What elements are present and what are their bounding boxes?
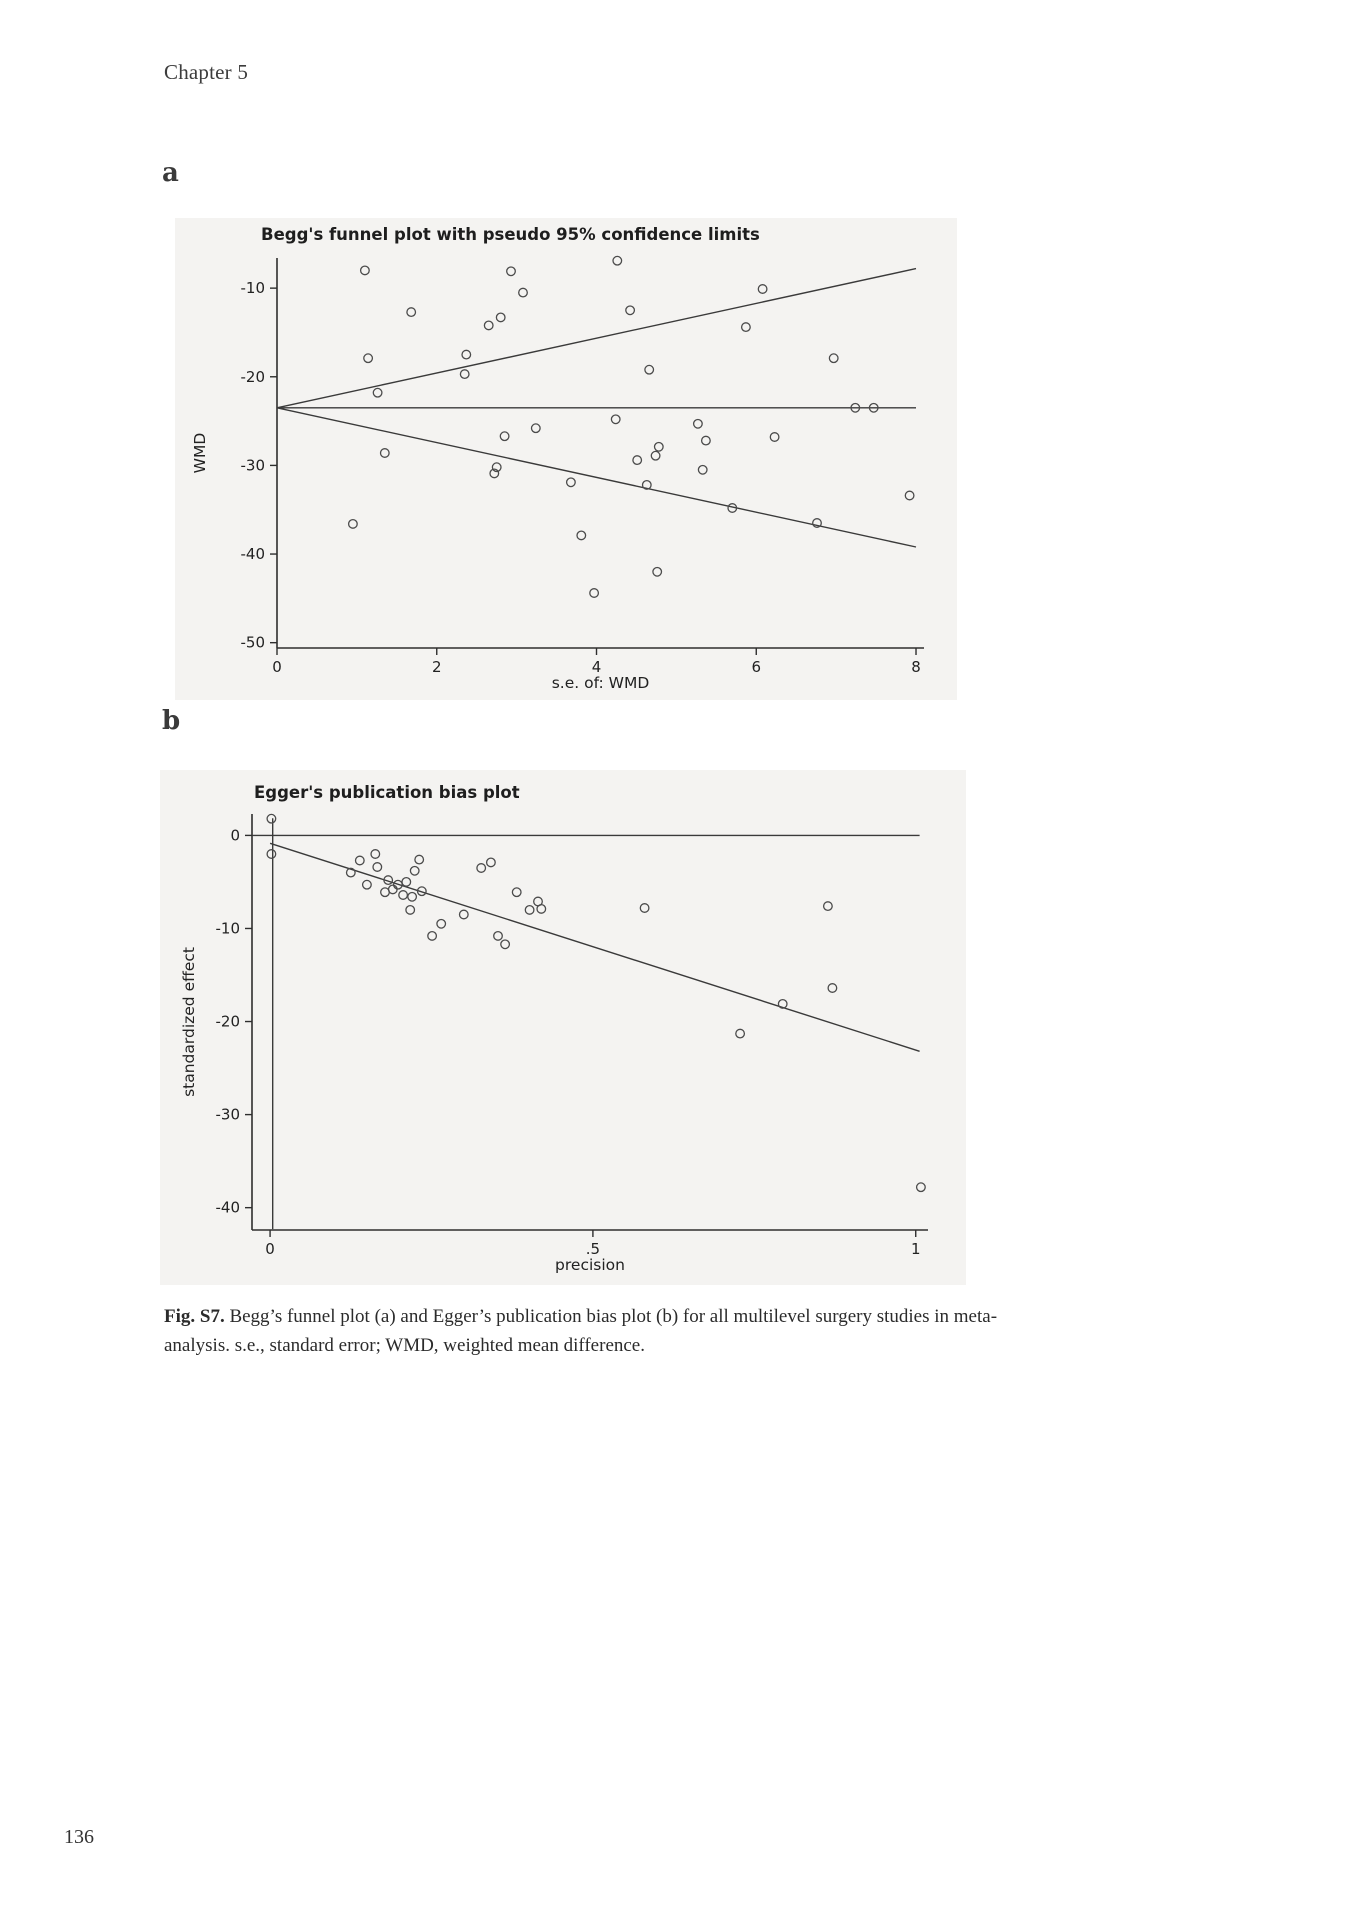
tick-marks — [270, 288, 916, 655]
tick-labels — [216, 826, 921, 1258]
data-point — [633, 456, 642, 465]
tick-labels — [241, 279, 921, 676]
data-point — [428, 932, 437, 941]
caption-text-line1: Begg’s funnel plot (a) and Egger’s publication bias plot (b) for all multilevel surgery studies in meta- — [229, 1306, 998, 1327]
data-point — [613, 256, 622, 265]
data-point — [373, 388, 382, 397]
data-point — [525, 906, 534, 915]
chapter-header: Chapter 5 — [164, 60, 249, 84]
data-point — [537, 905, 546, 914]
x-tick-label: 4 — [591, 658, 602, 676]
chart-title: Begg's funnel plot with pseudo 95% confidence limits — [261, 225, 760, 244]
data-point — [653, 568, 662, 577]
pseudo-95-upper-limit — [277, 269, 916, 408]
begg-funnel-plot — [175, 218, 957, 700]
egger-publication-bias-plot — [160, 770, 966, 1285]
data-point — [460, 910, 469, 919]
figure-panel-label-b: b — [162, 706, 181, 736]
data-point — [415, 855, 424, 864]
data-point — [655, 443, 664, 452]
y-tick-label: -30 — [240, 456, 265, 475]
data-point — [651, 451, 660, 460]
caption-label: Fig. S7. — [164, 1306, 225, 1327]
data-point — [702, 436, 711, 445]
data-point — [484, 321, 493, 330]
data-point — [770, 433, 779, 442]
x-tick-label: 2 — [431, 658, 442, 676]
data-point — [410, 867, 419, 876]
data-point — [694, 420, 703, 429]
x-axis-label: s.e. of: WMD — [551, 674, 650, 692]
data-point — [736, 1029, 745, 1038]
data-point — [828, 984, 837, 993]
tick-marks — [245, 835, 916, 1237]
data-point — [462, 350, 471, 359]
data-point — [824, 902, 833, 911]
data-point — [917, 1183, 926, 1192]
data-point — [577, 531, 586, 540]
reference-lines — [277, 269, 916, 547]
y-tick-label: -20 — [240, 367, 265, 386]
figure-caption — [164, 1302, 1244, 1361]
data-points — [267, 814, 925, 1191]
y-tick-label: -50 — [240, 633, 265, 652]
data-point — [371, 850, 380, 859]
data-point — [758, 285, 767, 294]
y-tick-label: -10 — [215, 919, 240, 938]
data-point — [407, 308, 416, 317]
data-point — [626, 306, 635, 315]
data-point — [381, 449, 390, 458]
data-point — [567, 478, 576, 487]
y-axis-label: WMD — [191, 432, 209, 474]
x-tick-label: 8 — [911, 658, 921, 676]
y-tick-label: -10 — [240, 279, 265, 298]
x-tick-label: 6 — [751, 658, 762, 676]
data-point — [829, 354, 838, 363]
x-tick-label: 0 — [272, 658, 282, 676]
regression-line — [270, 843, 920, 1051]
data-point — [361, 266, 370, 275]
data-point — [349, 520, 358, 529]
data-point — [512, 888, 521, 897]
data-point — [742, 323, 751, 332]
x-tick-label: .5 — [585, 1240, 601, 1258]
data-point — [267, 850, 276, 859]
y-tick-label: 0 — [230, 826, 240, 845]
data-point — [402, 878, 411, 887]
data-point — [437, 920, 446, 929]
y-tick-label: -20 — [215, 1012, 240, 1031]
y-tick-label: -30 — [215, 1105, 240, 1124]
x-tick-label: 0 — [265, 1240, 275, 1258]
data-point — [494, 932, 503, 941]
y-tick-label: -40 — [240, 545, 265, 564]
data-point — [905, 491, 914, 500]
data-point — [389, 885, 398, 894]
data-point — [267, 814, 276, 823]
x-tick-label: 1 — [910, 1240, 921, 1258]
data-point — [611, 415, 620, 424]
data-point — [590, 589, 599, 598]
data-point — [532, 424, 541, 433]
figure-panel-label-a: a — [162, 158, 179, 188]
data-point — [399, 891, 408, 900]
data-point — [408, 893, 417, 902]
reference-lines — [252, 818, 920, 1229]
data-point — [364, 354, 373, 363]
y-tick-label: -40 — [215, 1198, 240, 1217]
data-point — [373, 863, 382, 872]
data-point — [640, 904, 649, 913]
data-point — [363, 880, 372, 889]
y-axis-label: standardized effect — [180, 947, 198, 1097]
data-point — [356, 856, 365, 865]
axes — [277, 258, 924, 648]
data-point — [519, 288, 528, 297]
data-point — [645, 365, 654, 374]
data-point — [500, 432, 509, 441]
page-number: 136 — [64, 1826, 94, 1848]
data-point — [406, 906, 415, 915]
data-point — [507, 267, 516, 276]
data-point — [487, 858, 496, 867]
chart-title: Egger's publication bias plot — [254, 783, 520, 802]
data-point — [698, 466, 707, 475]
data-point — [460, 370, 469, 379]
x-axis-label: precision — [555, 1256, 625, 1274]
caption-text-line2: analysis. s.e., standard error; WMD, weighted mean difference. — [164, 1335, 645, 1357]
data-point — [501, 940, 510, 949]
data-point — [496, 313, 505, 322]
data-point — [477, 864, 486, 873]
data-points — [349, 256, 914, 597]
